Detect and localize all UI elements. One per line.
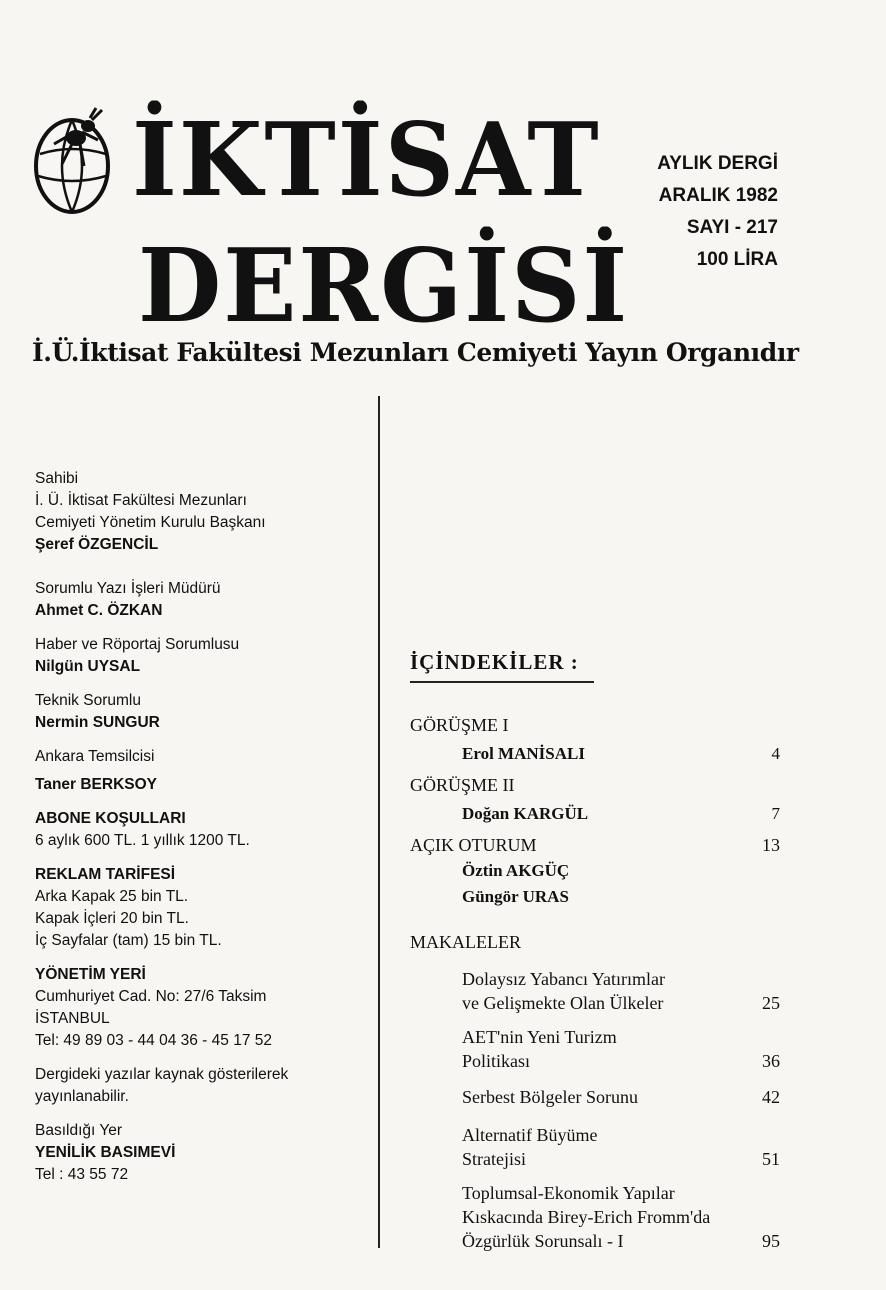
magazine-title-line2: DERGİSİ <box>138 226 630 346</box>
magazine-title-line1: İKTİSAT <box>132 100 601 220</box>
interview1-title: GÖRÜŞME I <box>410 715 509 735</box>
panel-page: 13 <box>762 835 780 855</box>
article-entry <box>410 1085 780 1109</box>
panel-author2: Güngör URAS <box>462 887 569 906</box>
colophon <box>35 468 365 1198</box>
article-entry <box>410 967 780 1015</box>
printer-name: YENİLİK BASIMEVİ <box>35 1144 176 1161</box>
article-page: 36 <box>762 1051 780 1071</box>
ad-line3: İç Sayfalar (tam) 15 bin TL. <box>35 932 222 949</box>
printer-label: Basıldığı Yer <box>35 1122 123 1139</box>
panel-entry <box>410 833 780 858</box>
office-phone: Tel: 49 89 03 - 44 04 36 - 45 17 52 <box>35 1032 272 1049</box>
column-divider <box>378 396 380 1248</box>
subscription-text: 6 aylık 600 TL. 1 yıllık 1200 TL. <box>35 832 250 849</box>
interview2-author: Doğan KARGÜL <box>462 804 589 823</box>
article-title-line1: AET'nin Yeni Turizm <box>462 1027 617 1047</box>
article5-page: 95 <box>762 1231 780 1251</box>
office-label: YÖNETİM YERİ <box>35 966 146 983</box>
article-page: 42 <box>762 1087 780 1107</box>
article-page: 51 <box>762 1149 780 1169</box>
articles-title: MAKALELER <box>410 932 521 952</box>
article-page: 25 <box>762 993 780 1013</box>
panel-title: AÇIK OTURUM <box>410 835 537 855</box>
article-title-line2: Serbest Bölgeler Sorunu <box>462 1087 638 1107</box>
office-address2: İSTANBUL <box>35 1010 110 1027</box>
office-address1: Cumhuriyet Cad. No: 27/6 Taksim <box>35 988 267 1005</box>
ad-line2: Kapak İçleri 20 bin TL. <box>35 910 189 927</box>
ankara-name: Taner BERKSOY <box>35 776 158 793</box>
ad-line1: Arka Kapak 25 bin TL. <box>35 888 189 905</box>
issue-info <box>657 148 778 276</box>
article-title-line2: Politikası <box>462 1051 531 1071</box>
interview2-title: GÖRÜŞME II <box>410 775 515 795</box>
article5-line1: Toplumsal-Ekonomik Yapılar <box>462 1183 675 1203</box>
owner-org-line1: İ. Ü. İktisat Fakültesi Mezunları <box>35 492 247 509</box>
interview1-page: 4 <box>771 744 780 763</box>
ant-globe-logo-icon <box>32 104 118 216</box>
interview1-entry <box>410 741 780 767</box>
editor-name: Ahmet C. ÖZKAN <box>35 602 163 619</box>
article-entry <box>410 1025 780 1073</box>
printer-phone: Tel : 43 55 72 <box>35 1166 129 1183</box>
owner-org-line2: Cemiyeti Yönetim Kurulu Başkanı <box>35 514 266 531</box>
news-name: Nilgün UYSAL <box>35 658 141 675</box>
article5-line2: Kıskacında Birey-Erich Fromm'da <box>462 1207 711 1227</box>
issue-type: AYLIK DERGİ <box>657 153 778 174</box>
interview1-author: Erol MANİSALI <box>462 744 585 763</box>
article-title-line2: Stratejisi <box>462 1149 526 1169</box>
article-title-line1: Dolaysız Yabancı Yatırımlar <box>462 969 665 989</box>
article5-line3: Özgürlük Sorunsalı - I <box>462 1231 624 1251</box>
owner-label: Sahibi <box>35 470 79 487</box>
tech-label: Teknik Sorumlu <box>35 692 141 709</box>
table-of-contents <box>410 650 780 1253</box>
contents-heading: İÇİNDEKİLER : <box>410 650 594 683</box>
issue-date: ARALIK 1982 <box>658 185 778 206</box>
article-entry <box>410 1123 780 1171</box>
issue-price: 100 LİRA <box>696 249 778 270</box>
reprint-line1: Dergideki yazılar kaynak gösterilerek <box>35 1066 289 1083</box>
panel-author1: Öztin AKGÜÇ <box>462 861 570 880</box>
ad-label: REKLAM TARİFESİ <box>35 866 176 883</box>
subscription-label: ABONE KOŞULLARI <box>35 810 186 827</box>
reprint-line2: yayınlanabilir. <box>35 1088 129 1105</box>
issue-number: SAYI - 217 <box>686 217 778 238</box>
article-title-line1: Alternatif Büyüme <box>462 1125 598 1145</box>
interview2-entry <box>410 801 780 827</box>
interview2-page: 7 <box>771 804 780 823</box>
owner-name: Şeref ÖZGENCİL <box>35 536 159 553</box>
tech-name: Nermin SUNGUR <box>35 714 160 731</box>
article-entry <box>410 1181 780 1253</box>
ankara-label: Ankara Temsilcisi <box>35 748 155 765</box>
editor-label: Sorumlu Yazı İşleri Müdürü <box>35 580 221 597</box>
news-label: Haber ve Röportaj Sorumlusu <box>35 636 240 653</box>
article-title-line2: ve Gelişmekte Olan Ülkeler <box>462 993 664 1013</box>
magazine-subtitle: İ.Ü.İktisat Fakültesi Mezunları Cemiyeti Yayın Organıdır <box>32 338 799 367</box>
